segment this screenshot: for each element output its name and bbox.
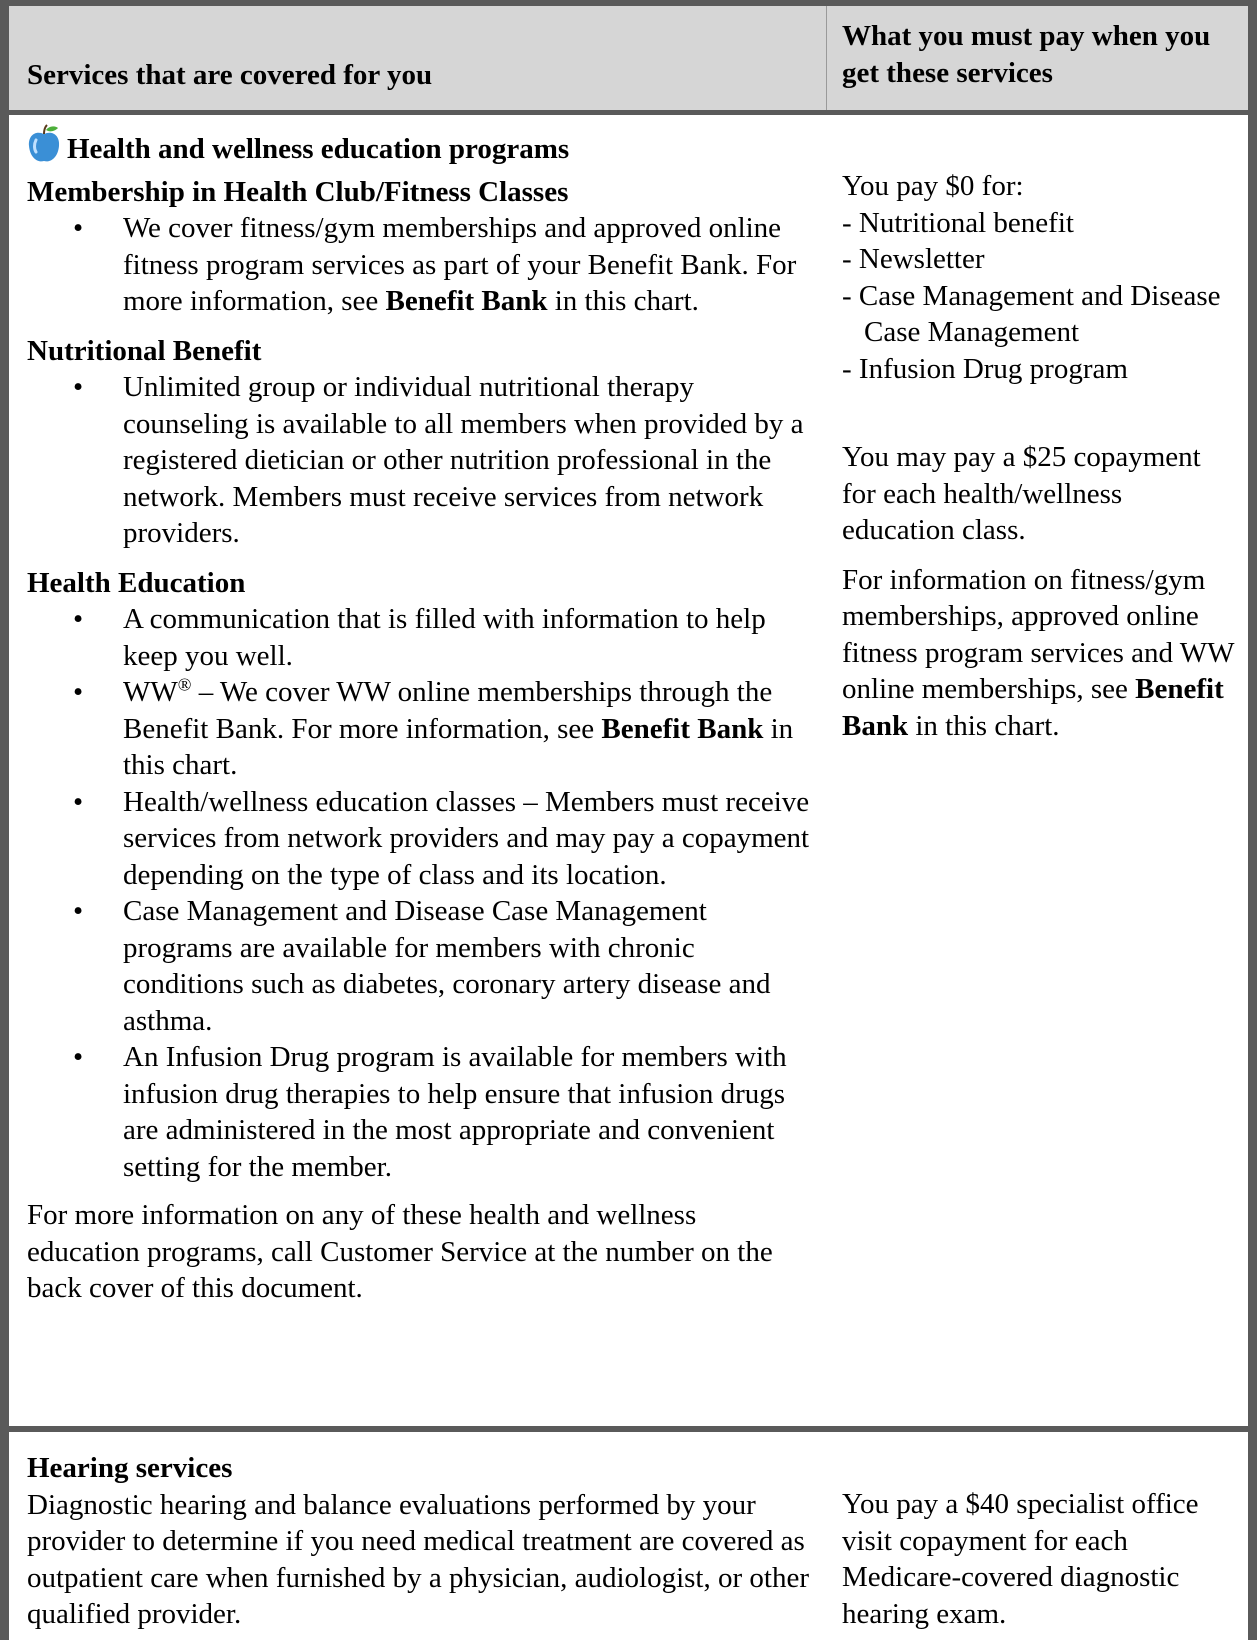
list-item: • An Infusion Drug program is available for members with infusion drug therapies to help ensure that infusion drugs are administered in the most appropriate and convenient setting for the member. — [27, 1039, 817, 1185]
apple-icon — [27, 124, 61, 174]
membership-text-end: in this chart. — [547, 285, 699, 317]
pay-item-case-management: - Case Management and Disease Case Management — [842, 279, 1221, 348]
list-item: • Case Management and Disease Case Management programs are available for members with chronic conditions such as diabetes, coronary artery disease and asthma. — [27, 893, 817, 1039]
ww-text-end: in this chart. — [123, 712, 794, 781]
list-item — [27, 210, 817, 320]
education-list — [27, 601, 817, 1185]
pay-item-infusion: - Infusion Drug program — [842, 352, 1128, 385]
ww-text: – We cover WW online memberships through the Benefit Bank. For more information, see — [123, 676, 773, 745]
header-column-divider — [826, 6, 827, 110]
hearing-body: Diagnostic hearing and balance evaluations performed by your provider to determine if you need medical treatment are covered as outpatient care when furnished by a physician, audiologist, or other qualified provider. — [27, 1488, 809, 1630]
ww-name: WW — [123, 676, 178, 708]
registered-mark: ® — [177, 674, 192, 695]
row-divider — [9, 1426, 1248, 1432]
header-services: Services that are covered for you — [27, 59, 433, 91]
list-item: • Unlimited group or individual nutritional therapy counseling is available to all members when provided by a registered dietician or other nutrition professional in the network. Members must receive services from network providers. — [27, 369, 817, 552]
pay-info-text-end: in this chart. — [908, 709, 1060, 742]
hearing-payment: You pay a $40 specialist office visit copayment for each Medicare-covered diagnostic hearing exam. — [842, 1488, 1199, 1630]
header-payment: What you must pay when you get these services — [842, 20, 1211, 89]
nutrition-title: Nutritional Benefit — [27, 334, 262, 367]
wellness-footer: For more information on any of these health and wellness education programs, call Customer Service at the number on the back cover of this document. — [27, 1199, 773, 1304]
hearing-title: Hearing services — [27, 1452, 233, 1484]
pay-item-newsletter: - Newsletter — [842, 243, 985, 275]
benefit-bank-ref: Benefit Bank — [385, 285, 548, 317]
list-item — [27, 674, 817, 784]
hearing-section — [27, 1450, 817, 1633]
pay-info-text: For information on fitness/gym memberships, approved online fitness program services and WW online memberships, see — [842, 563, 1234, 705]
list-item: • Health/wellness education classes – Members must receive services from network providers and may pay a copayment depending on the type of class and its location. — [27, 784, 817, 894]
benefit-bank-ref: Benefit Bank — [842, 673, 1224, 742]
pay-intro: You pay $0 for: — [842, 170, 1024, 202]
wellness-title-row — [27, 124, 817, 174]
membership-list — [27, 210, 817, 320]
membership-text: We cover fitness/gym memberships and approved online fitness program services as part of your Benefit Bank. For more information, see — [123, 212, 797, 317]
pay-info — [842, 562, 1237, 745]
pay-item-nutrition: - Nutritional benefit — [842, 206, 1074, 239]
benefit-bank-ref: Benefit Bank — [601, 712, 764, 745]
wellness-section — [27, 124, 817, 1307]
membership-title: Membership in Health Club/Fitness Classes — [27, 175, 569, 208]
nutrition-list — [27, 369, 817, 552]
wellness-payment — [842, 168, 1237, 744]
pay-copay: You may pay a $25 copayment for each health/wellness education class. — [842, 441, 1201, 546]
list-item: • A communication that is filled with information to help keep you well. — [27, 601, 817, 674]
wellness-title: Health and wellness education programs — [67, 133, 570, 165]
table-header — [9, 6, 1248, 115]
education-title: Health Education — [27, 566, 246, 599]
